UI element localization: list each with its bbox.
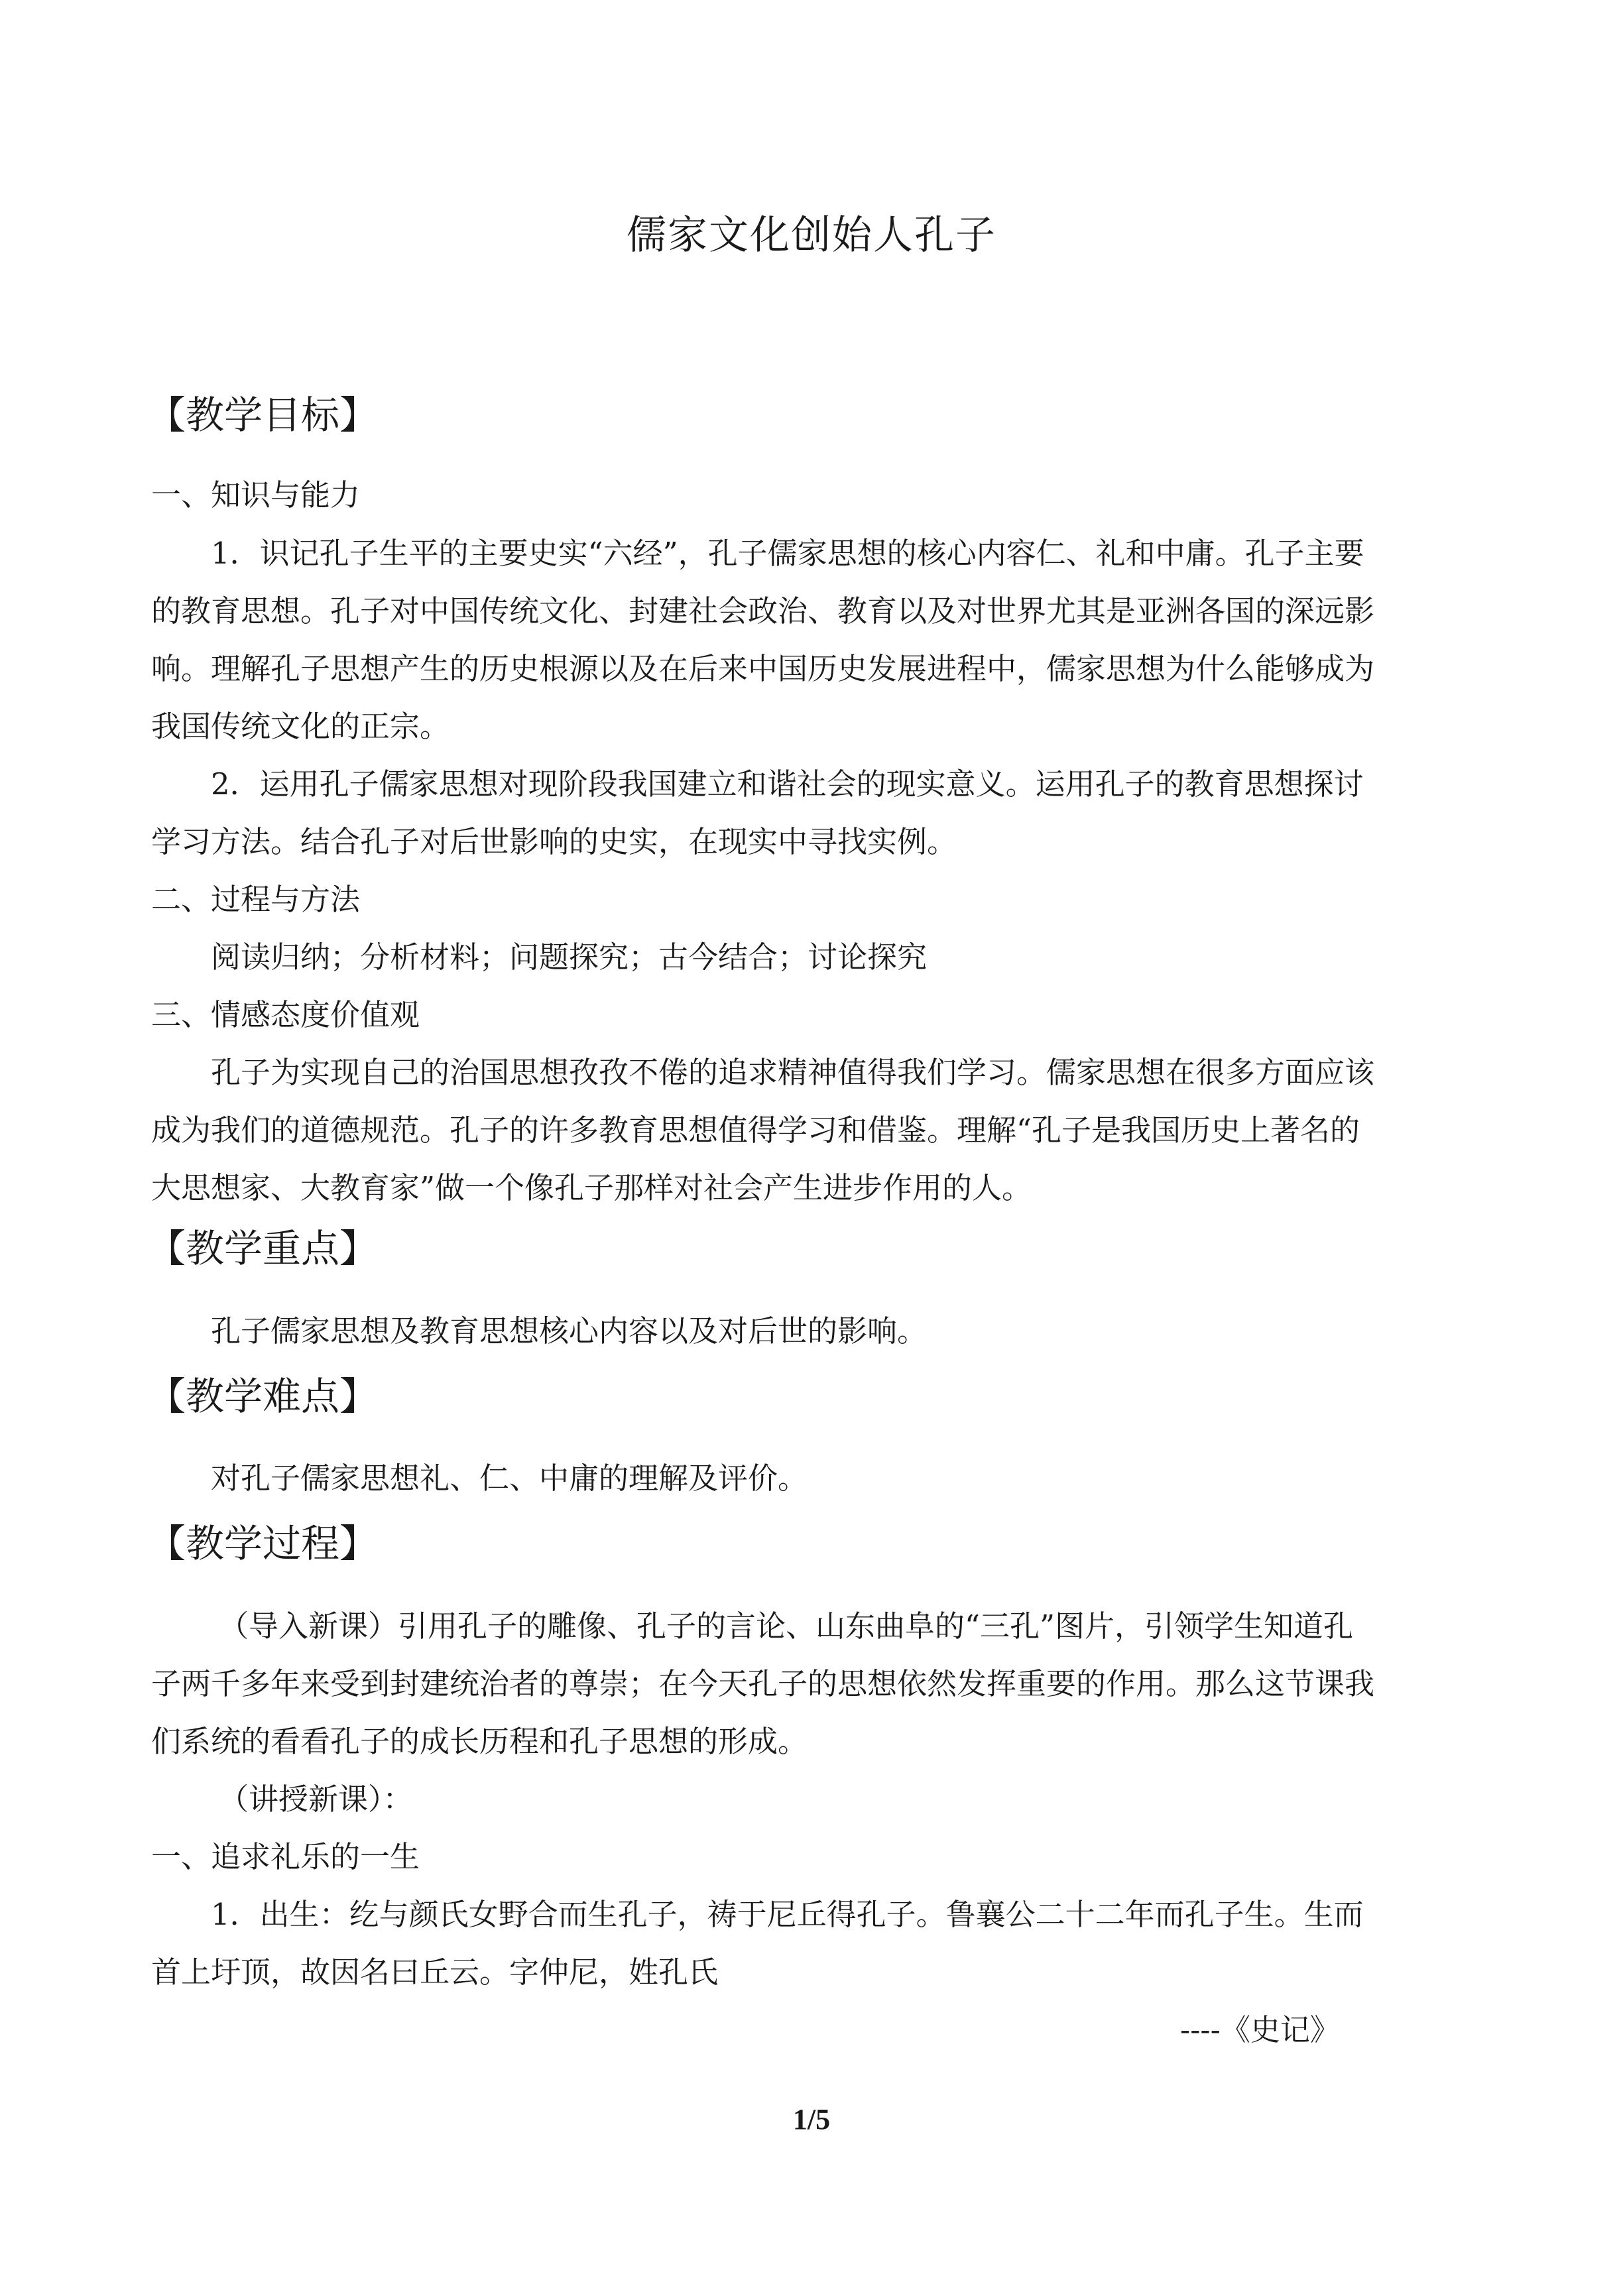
- heading-teaching-process: 【教学过程】: [147, 1521, 379, 1566]
- objective-item1-line2: 的教育思想。孔子对中国传统文化、封建社会政治、教育以及对世界尤其是亚洲各国的深远影: [151, 593, 1375, 629]
- values-line2: 成为我们的道德规范。孔子的许多教育思想值得学习和借鉴。理解“孔子是我国历史上著名的: [151, 1113, 1360, 1148]
- intro-line3: 们系统的看看孔子的成长历程和孔子思想的形成。: [151, 1724, 808, 1759]
- objective-item1-line1: 1．识记孔子生平的主要史实“六经”，孔子儒家思想的核心内容仁、礼和中庸。孔子主要: [211, 536, 1364, 571]
- values-line1: 孔子为实现自己的治国思想孜孜不倦的追求精神值得我们学习。儒家思想在很多方面应该: [211, 1055, 1375, 1090]
- new-lesson-label: （讲授新课）：: [219, 1782, 413, 1817]
- objective-item1-line3: 响。理解孔子思想产生的历史根源以及在后来中国历史发展进程中，儒家思想为什么能够成为: [151, 651, 1375, 686]
- values-line3: 大思想家、大教育家”做一个像孔子那样对社会产生进步作用的人。: [151, 1170, 1032, 1205]
- objective-item1-line4: 我国传统文化的正宗。: [151, 709, 450, 744]
- key-points-text: 孔子儒家思想及教育思想核心内容以及对后世的影响。: [211, 1313, 928, 1349]
- page-number: 1/5: [792, 2103, 831, 2136]
- objective-item2-line1: 2．运用孔子儒家思想对现阶段我国建立和谐社会的现实意义。运用孔子的教育思想探讨: [211, 766, 1364, 802]
- part1-item1-line1: 1．出生：纥与颜氏女野合而生孔子，祷于尼丘得孔子。鲁襄公二十二年而孔子生。生而: [211, 1897, 1364, 1932]
- part1-item1-line2: 首上圩顶，故因名曰丘云。字仲尼，姓孔氏: [151, 1955, 719, 1990]
- section-process-method-title: 二、过程与方法: [151, 882, 361, 917]
- section-knowledge-ability-title: 一、知识与能力: [151, 477, 361, 513]
- quote-source: ----《史记》: [1180, 2012, 1340, 2047]
- section-values-title: 三、情感态度价值观: [151, 997, 420, 1032]
- intro-line2: 子两千多年来受到封建统治者的尊崇；在今天孔子的思想依然发挥重要的作用。那么这节课我: [151, 1666, 1375, 1701]
- intro-line1: （导入新课）引用孔子的雕像、孔子的言论、山东曲阜的“三孔”图片，引领学生知道孔: [219, 1608, 1354, 1644]
- heading-key-points: 【教学重点】: [147, 1226, 379, 1271]
- document-title: 儒家文化创始人孔子: [627, 212, 996, 259]
- heading-teaching-objectives: 【教学目标】: [147, 393, 379, 438]
- process-method-text: 阅读归纳；分析材料；问题探究；古今结合；讨论探究: [211, 939, 928, 975]
- part1-title: 一、追求礼乐的一生: [151, 1839, 420, 1874]
- objective-item2-line2: 学习方法。结合孔子对后世影响的史实，在现实中寻找实例。: [151, 824, 957, 859]
- difficulties-text: 对孔子儒家思想礼、仁、中庸的理解及评价。: [211, 1461, 808, 1496]
- heading-difficulties: 【教学难点】: [147, 1374, 379, 1419]
